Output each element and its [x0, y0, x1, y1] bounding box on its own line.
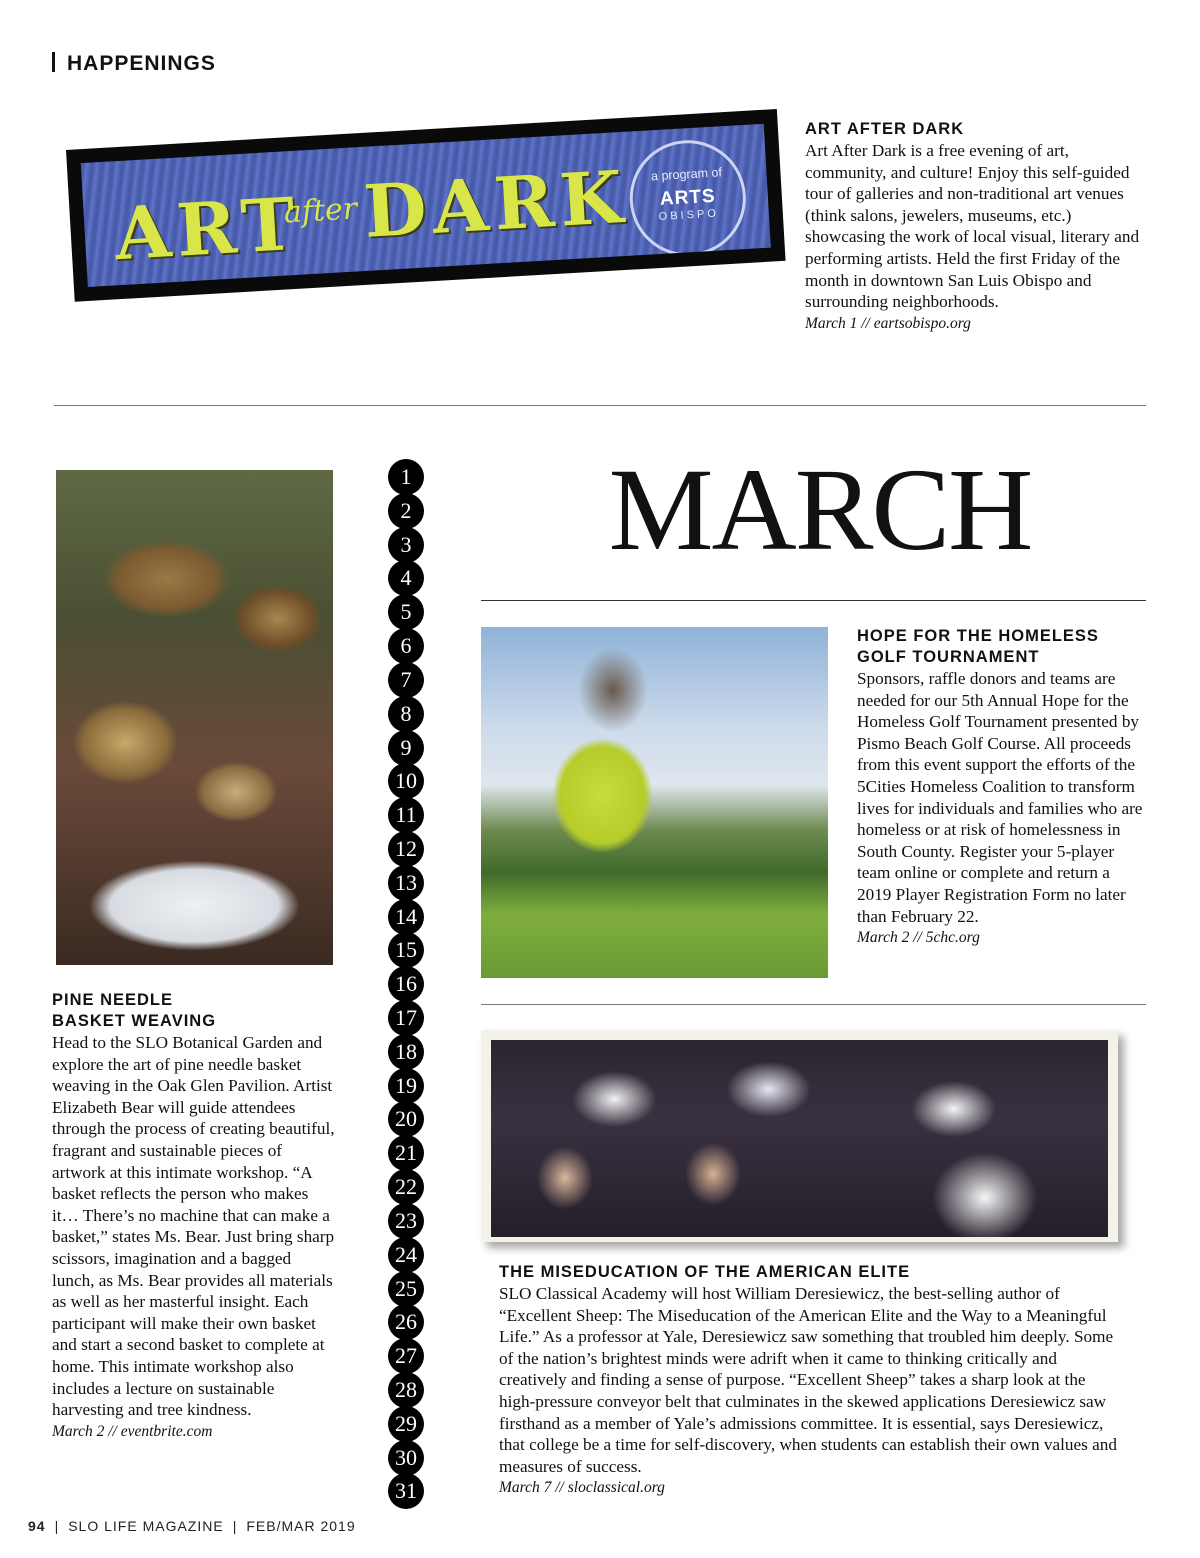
- month-title: MARCH: [608, 444, 1032, 575]
- day-number: 28: [388, 1372, 424, 1408]
- day-column: [388, 459, 424, 1507]
- event-title-line1: HOPE FOR THE HOMELESS: [857, 627, 1099, 645]
- event-description: Head to the SLO Botanical Garden and explore the art of pine needle basket weaving in the Oak Glen Pavilion. Artist Elizabeth Bear will guide attendees through the process of creating beautiful, fragrant and sustainable pieces of artwork at this intimate workshop. “A basket reflects the person who makes it… There’s no machine that can make a basket,” states Ms. Bear. Just bring sharp scissors, imagination and a bagged lunch, as Ms. Bear provides all materials as well as her masterful insight. Each participant will make their own basket and start a second basket to complete at home. This intimate workshop also includes a lecture on sustainable harvesting and tree kindness.: [52, 1033, 335, 1420]
- day-number: 3: [388, 527, 424, 563]
- logo-arts: ARTS: [659, 185, 717, 210]
- event-meta: March 7 // sloclassical.org: [499, 1479, 665, 1497]
- section-tag: [52, 52, 216, 76]
- day-number: 27: [388, 1338, 424, 1374]
- event-basket-weaving: [52, 990, 337, 1442]
- day-number: 19: [388, 1068, 424, 1104]
- arts-obispo-logo: [627, 137, 749, 259]
- section-bar: [52, 52, 55, 72]
- day-number: 21: [388, 1135, 424, 1171]
- event-meta: March 1 // eartsobispo.org: [805, 314, 971, 332]
- banner-word-dark: DARK: [361, 153, 631, 254]
- event-meta: March 2 // 5chc.org: [857, 929, 980, 947]
- day-number: 8: [388, 696, 424, 732]
- event-description: Art After Dark is a free evening of art, community, and culture! Enjoy this self-guided tour of galleries and non-traditional art venues (think salons, jewelers, museums, etc.) showcasing the work of local visual, literary and performing artists. Held the first Friday of the month in downtown San Luis Obispo and surrounding neighborhoods.: [805, 141, 1140, 312]
- divider-top: [54, 405, 1146, 406]
- day-number: 29: [388, 1406, 424, 1442]
- banner-word-after: after: [282, 191, 359, 231]
- day-number: 17: [388, 1000, 424, 1036]
- day-number: 4: [388, 560, 424, 596]
- day-number: 5: [388, 594, 424, 630]
- day-number: 13: [388, 865, 424, 901]
- day-number: 12: [388, 831, 424, 867]
- section-label: HAPPENINGS: [67, 52, 216, 75]
- day-number: 15: [388, 932, 424, 968]
- issue-date: FEB/MAR 2019: [246, 1518, 356, 1534]
- day-number: 18: [388, 1034, 424, 1070]
- event-description: Sponsors, raffle donors and teams are needed for our 5th Annual Hope for the Homeless Golf Tournament presented by Pismo Beach Golf Course. All proceeds from this event support the efforts of the 5Cities Homeless Coalition to transform lives for individuals and families who are homeless or at risk of homelessness in South County. Register your 5-player team online or complete and return a 2019 Player Registration Form no later than February 22.: [857, 669, 1143, 926]
- day-number: 6: [388, 628, 424, 664]
- footer-separator: |: [54, 1518, 60, 1534]
- golf-photo: [481, 627, 828, 978]
- logo-obispo: OBISPO: [658, 207, 720, 223]
- event-meta: March 2 // eventbrite.com: [52, 1422, 213, 1440]
- day-number: 14: [388, 899, 424, 935]
- event-title: ART AFTER DARK: [805, 120, 965, 138]
- event-title-line2: GOLF TOURNAMENT: [857, 648, 1040, 666]
- day-number: 24: [388, 1237, 424, 1273]
- event-title-line1: PINE NEEDLE: [52, 991, 174, 1009]
- logo-program-of: a program of: [650, 165, 723, 184]
- day-number: 22: [388, 1169, 424, 1205]
- event-golf-tournament: [857, 626, 1147, 948]
- day-number: 26: [388, 1304, 424, 1340]
- page-footer: [28, 1518, 356, 1534]
- magazine-name: SLO LIFE MAGAZINE: [68, 1518, 224, 1534]
- art-after-dark-banner: [66, 109, 786, 302]
- divider-middle: [481, 1004, 1146, 1005]
- day-number: 10: [388, 763, 424, 799]
- event-art-after-dark: [805, 119, 1150, 334]
- divider-month: [481, 600, 1146, 601]
- graduates-photo: [491, 1040, 1108, 1237]
- day-number: 30: [388, 1440, 424, 1476]
- day-number: 2: [388, 493, 424, 529]
- day-number: 31: [388, 1473, 424, 1509]
- event-title: THE MISEDUCATION OF THE AMERICAN ELITE: [499, 1263, 911, 1281]
- banner-background: [81, 124, 771, 287]
- event-title-line2: BASKET WEAVING: [52, 1012, 217, 1030]
- baskets-photo: [56, 470, 333, 965]
- event-miseducation: [499, 1262, 1119, 1498]
- day-number: 20: [388, 1101, 424, 1137]
- day-number: 1: [388, 459, 424, 495]
- page-number: 94: [28, 1518, 46, 1534]
- day-number: 11: [388, 797, 424, 833]
- footer-separator: |: [232, 1518, 238, 1534]
- day-number: 23: [388, 1203, 424, 1239]
- day-number: 25: [388, 1271, 424, 1307]
- day-number: 7: [388, 662, 424, 698]
- day-number: 16: [388, 966, 424, 1002]
- day-number: 9: [388, 730, 424, 766]
- banner-word-art: ART: [112, 180, 304, 277]
- event-description: SLO Classical Academy will host William Deresiewicz, the best-selling author of “Excellent Sheep: The Miseducation of the American Elite and the Way to a Meaningful Life.” As a professor at Yale, Deresiewicz saw something that troubled him deeply. Some of the nation’s brightest minds were adrift when it came to thinking critically and creatively and finding a sense of purpose. “Excellent Sheep” takes a sharp look at the high-pressure conveyor belt that culminates in the skewed applications Deresiewicz saw firsthand as a member of Yale’s admissions committee. It is essential, says Deresiewicz, that college be a time for self-discovery, when students can establish their own values and measures of success.: [499, 1284, 1117, 1476]
